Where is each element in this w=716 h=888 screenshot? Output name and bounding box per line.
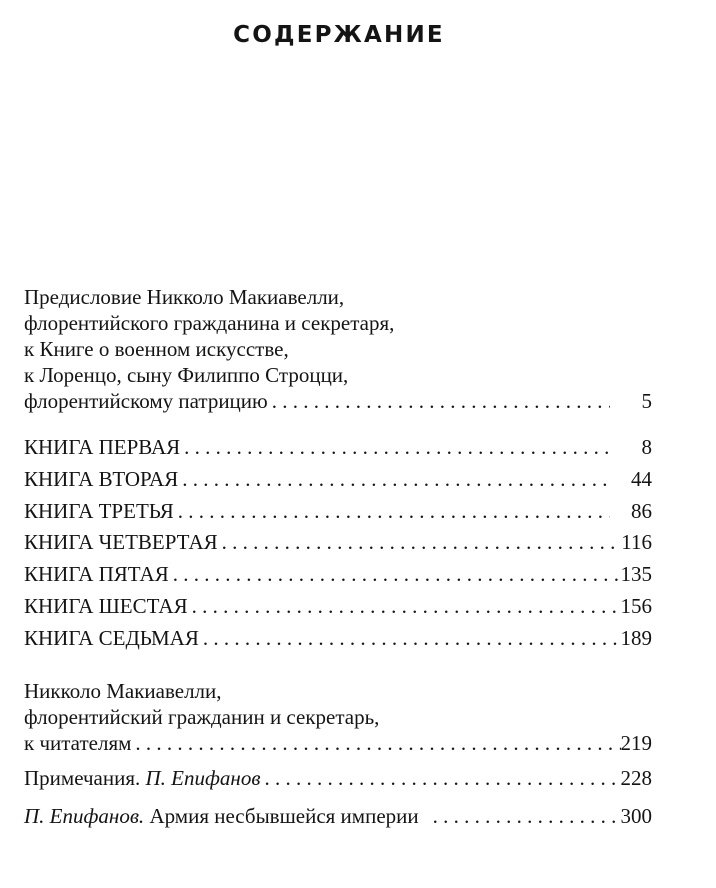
page-number: 300 [620, 804, 652, 828]
toc-entry-book-4[interactable] [24, 527, 652, 559]
essay-title: Армия несбывшейся империи [149, 804, 419, 828]
afterword-line: флорентийский гражданин и секретарь, [24, 705, 380, 729]
book-title: КНИГА ШЕСТАЯ [24, 593, 188, 618]
dot-leader [203, 623, 621, 655]
dot-leader [182, 464, 610, 496]
toc-books [24, 432, 652, 655]
dot-leader [192, 591, 621, 623]
book-title: КНИГА ВТОРАЯ [24, 466, 179, 491]
preface-line: к Лоренцо, сыну Филиппо Строцци, [24, 363, 349, 387]
page-title: СОДЕРЖАНИЕ [233, 22, 445, 48]
toc-essay[interactable] [24, 803, 652, 829]
preface-last-line [24, 388, 652, 414]
preface-line: флорентийского гражданина и секретаря, [24, 311, 395, 335]
dot-leader [222, 527, 622, 559]
dot-leader [264, 765, 620, 791]
page-number: 135 [620, 562, 652, 587]
page-number: 5 [641, 389, 652, 413]
afterword-last-text: к читателям [24, 731, 132, 755]
afterword-line: Никколо Макиавелли, [24, 679, 222, 703]
page-number: 44 [631, 466, 652, 491]
page-number: 189 [620, 625, 652, 650]
notes-author: П. Епифанов [145, 766, 261, 790]
toc-preface[interactable] [24, 284, 652, 414]
toc-afterword[interactable] [24, 678, 652, 756]
toc-entry-book-7[interactable] [24, 623, 652, 655]
book-title: КНИГА ПЕРВАЯ [24, 435, 181, 459]
dot-leader [184, 432, 610, 464]
page-number: 116 [621, 530, 652, 555]
toc-entry-book-5[interactable] [24, 559, 652, 591]
afterword-last-line [24, 730, 652, 756]
dot-leader [272, 388, 610, 414]
preface-line: Предисловие Никколо Макиавелли, [24, 285, 345, 309]
page-number: 86 [631, 498, 652, 523]
toc-entry-book-3[interactable] [24, 496, 652, 528]
dot-leader [135, 730, 620, 756]
page-number: 219 [620, 731, 652, 755]
dot-leader [173, 559, 621, 591]
essay-text [24, 803, 419, 829]
notes-line [24, 765, 652, 791]
dot-leader [433, 803, 621, 829]
book-title: КНИГА СЕДЬМАЯ [24, 625, 199, 650]
toc-entry-book-1[interactable] [24, 432, 652, 464]
essay-author: П. Епифанов. [24, 804, 145, 828]
book-title: КНИГА ТРЕТЬЯ [24, 498, 174, 523]
notes-title: Примечания. [24, 766, 141, 790]
page-number: 228 [620, 766, 652, 790]
toc-entry-book-2[interactable] [24, 464, 652, 496]
book-title: КНИГА ЧЕТВЕРТАЯ [24, 530, 218, 555]
notes-text [24, 765, 260, 791]
toc-notes[interactable] [24, 765, 652, 791]
toc-entry-book-6[interactable] [24, 591, 652, 623]
page-number: 8 [641, 435, 652, 459]
essay-line [24, 803, 652, 829]
book-title: КНИГА ПЯТАЯ [24, 562, 169, 587]
preface-last-text: флорентийскому патрицию [24, 389, 268, 413]
preface-line: к Книге о военном искусстве, [24, 337, 289, 361]
dot-leader [178, 496, 610, 528]
page-number: 156 [620, 593, 652, 618]
